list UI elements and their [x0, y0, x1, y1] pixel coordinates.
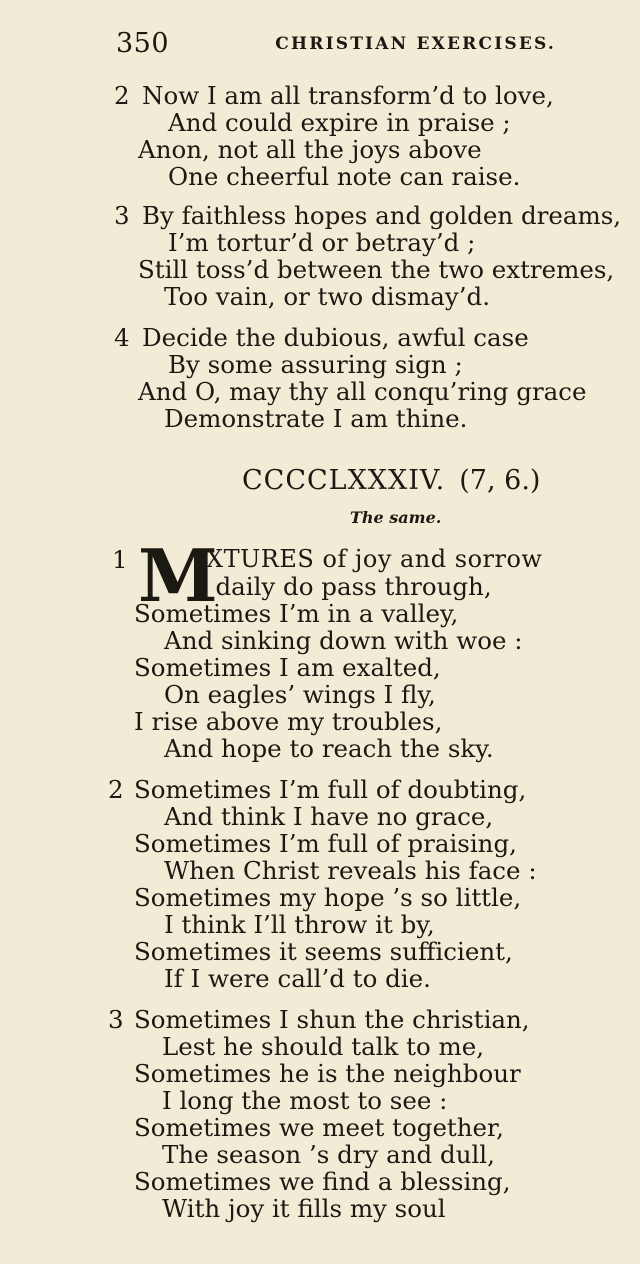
verse-line: I think I’ll throw it by, — [164, 910, 435, 939]
verse-number: 3 — [114, 201, 130, 230]
verse-line: Sometimes I’m full of doubting, — [134, 775, 527, 804]
verse-line: And think I have no grace, — [164, 802, 494, 831]
drop-cap: M — [138, 533, 218, 618]
verse-line: Lest he should talk to me, — [162, 1032, 485, 1061]
verse-line: Sometimes we meet together, — [134, 1113, 504, 1142]
verse-line: And hope to reach the sky. — [164, 734, 494, 763]
verse-line: Anon, not all the joys above — [138, 135, 482, 164]
hymn-number: CCCCLXXXIV. — [242, 465, 446, 496]
verse-line: The season ’s dry and dull, — [162, 1140, 495, 1169]
verse-number: 2 — [114, 81, 130, 110]
verse-line: When Christ reveals his face : — [164, 856, 537, 885]
verse-line: Sometimes my hope ’s so little, — [134, 883, 522, 912]
verse-line: IXTURES of joy and sorrow — [196, 545, 543, 573]
verse-line: By some assuring sign ; — [168, 350, 463, 379]
page-number: 350 — [116, 28, 170, 59]
running-head: CHRISTIAN EXERCISES. — [275, 34, 556, 54]
verse-line: Sometimes I’m in a valley, — [134, 599, 459, 628]
verse-number: 1 — [112, 545, 128, 574]
verse-number: 4 — [114, 323, 130, 352]
verse-line: Sometimes we find a blessing, — [134, 1167, 511, 1196]
verse-line: By faithless hopes and golden dreams, — [142, 201, 622, 230]
verse-line: Sometimes I’m full of praising, — [134, 829, 517, 858]
verse-line: I’m tortur’d or betray’d ; — [168, 228, 476, 257]
verse-line: Sometimes it seems sufficient, — [134, 937, 513, 966]
verse-line: If I were call’d to die. — [164, 964, 431, 993]
verse-line: I daily do pass through, — [198, 572, 492, 601]
verse-line: And sinking down with woe : — [164, 626, 523, 655]
verse-line: Sometimes he is the neighbour — [134, 1059, 521, 1088]
verse-line: Still toss’d between the two extremes, — [138, 255, 615, 284]
hymn-subtitle: The same. — [350, 508, 442, 527]
verse-line: I long the most to see : — [162, 1086, 448, 1115]
verse-number: 2 — [108, 775, 124, 804]
hymn-title — [242, 465, 540, 496]
verse-line: With joy it fills my soul — [162, 1194, 446, 1223]
verse-line: Demonstrate I am thine. — [164, 404, 468, 433]
verse-line: One cheerful note can raise. — [168, 162, 521, 191]
verse-line: Too vain, or two dismay’d. — [164, 282, 491, 311]
verse-line: Decide the dubious, awful case — [142, 323, 529, 352]
hymn-meter: (7, 6.) — [459, 465, 541, 496]
verse-line: I rise above my troubles, — [134, 707, 443, 736]
page-header — [116, 28, 556, 68]
verse-line: And could expire in praise ; — [168, 108, 511, 137]
verse-line: On eagles’ wings I fly, — [164, 680, 436, 709]
verse-line: Sometimes I shun the christian, — [134, 1005, 530, 1034]
verse-line: Sometimes I am exalted, — [134, 653, 441, 682]
verse-line: Now I am all transform’d to love, — [142, 81, 554, 110]
verse-line: And O, may thy all conqu’ring grace — [138, 377, 587, 406]
verse-number: 3 — [108, 1005, 124, 1034]
